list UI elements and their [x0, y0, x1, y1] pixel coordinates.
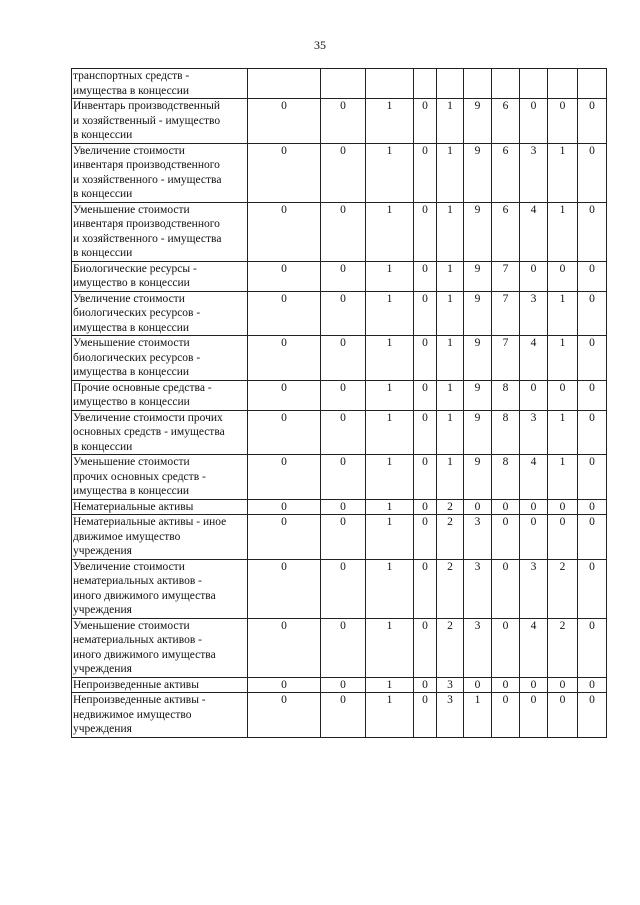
code-digit-cell: 1 — [366, 499, 414, 515]
account-name-line: прочих основных средств - — [73, 470, 206, 483]
table-row — [72, 69, 607, 99]
code-digit-cell: 0 — [578, 291, 607, 336]
code-digit-cell: 0 — [548, 99, 578, 144]
code-digit-cell: 0 — [548, 499, 578, 515]
code-digit-cell: 1 — [366, 336, 414, 381]
code-digit-cell: 1 — [437, 455, 464, 500]
account-name-line: инвентаря производственного — [73, 159, 220, 171]
account-name-line: в концессии — [73, 440, 133, 453]
code-digit-cell: 0 — [248, 202, 321, 261]
code-digit-cell: 0 — [548, 261, 578, 291]
code-digit-cell — [578, 69, 607, 99]
code-digit-cell: 0 — [520, 693, 548, 738]
code-digit-cell: 8 — [492, 380, 520, 410]
account-name-line: учреждения — [73, 545, 132, 557]
code-digit-cell — [520, 69, 548, 99]
code-digit-cell: 0 — [414, 499, 437, 515]
account-name-cell — [72, 618, 248, 677]
code-digit-cell: 1 — [437, 380, 464, 410]
account-name-line: иного движимого имущества — [73, 648, 216, 661]
code-digit-cell: 3 — [464, 559, 492, 618]
table-row — [72, 336, 607, 381]
code-digit-cell: 0 — [321, 202, 366, 261]
account-name-line: Непроизведенные активы - — [73, 694, 206, 706]
account-name-cell — [72, 336, 248, 381]
code-digit-cell: 1 — [366, 677, 414, 693]
code-digit-cell: 0 — [321, 455, 366, 500]
account-name-line: и хозяйственный - имущество — [73, 114, 221, 127]
code-digit-cell: 7 — [492, 261, 520, 291]
code-digit-cell: 0 — [248, 99, 321, 144]
code-digit-cell: 0 — [321, 693, 366, 738]
code-digit-cell: 6 — [492, 202, 520, 261]
account-name-cell — [72, 515, 248, 560]
account-name-line: Прочие основные средства - — [73, 381, 212, 394]
code-digit-cell: 0 — [520, 380, 548, 410]
code-digit-cell: 8 — [492, 410, 520, 455]
account-name-line: Уменьшение стоимости — [73, 619, 190, 632]
code-digit-cell: 0 — [578, 618, 607, 677]
code-digit-cell: 1 — [548, 410, 578, 455]
account-name-line: учреждения — [73, 604, 132, 616]
code-digit-cell: 9 — [464, 336, 492, 381]
code-digit-cell: 2 — [437, 499, 464, 515]
code-digit-cell: 0 — [248, 618, 321, 677]
account-name-line: Уменьшение стоимости — [73, 203, 190, 216]
code-digit-cell: 2 — [437, 515, 464, 560]
account-name-line: имущества в концессии — [73, 321, 190, 334]
code-digit-cell: 1 — [464, 693, 492, 738]
code-digit-cell: 2 — [437, 559, 464, 618]
code-digit-cell: 1 — [366, 99, 414, 144]
code-digit-cell: 9 — [464, 202, 492, 261]
code-digit-cell: 1 — [548, 455, 578, 500]
account-name-cell — [72, 291, 248, 336]
code-digit-cell: 0 — [414, 291, 437, 336]
code-digit-cell: 3 — [520, 143, 548, 202]
account-name-cell — [72, 202, 248, 261]
account-name-line: биологических ресурсов - — [73, 307, 201, 319]
account-name-line: Увеличение стоимости — [73, 144, 185, 157]
code-digit-cell: 0 — [414, 677, 437, 693]
account-name-line: Уменьшение стоимости — [73, 456, 190, 468]
code-digit-cell: 0 — [520, 499, 548, 515]
accounts-table — [71, 68, 607, 738]
code-digit-cell: 1 — [548, 336, 578, 381]
code-digit-cell: 0 — [578, 143, 607, 202]
account-name-cell — [72, 99, 248, 144]
account-name-cell — [72, 410, 248, 455]
account-name-line: имущество в концессии — [73, 396, 190, 408]
code-digit-cell: 0 — [414, 202, 437, 261]
account-name-cell — [72, 677, 248, 693]
code-digit-cell: 0 — [414, 143, 437, 202]
code-digit-cell: 3 — [464, 618, 492, 677]
code-digit-cell: 9 — [464, 291, 492, 336]
account-name-line: недвижимое имущество — [73, 708, 192, 721]
code-digit-cell: 0 — [548, 515, 578, 560]
table-row — [72, 202, 607, 261]
code-digit-cell: 0 — [578, 515, 607, 560]
code-digit-cell: 0 — [492, 515, 520, 560]
code-digit-cell: 0 — [248, 559, 321, 618]
code-digit-cell: 0 — [248, 515, 321, 560]
code-digit-cell: 0 — [414, 410, 437, 455]
code-digit-cell: 1 — [437, 261, 464, 291]
code-digit-cell: 3 — [464, 515, 492, 560]
account-name-line: Уменьшение стоимости — [73, 337, 190, 349]
code-digit-cell: 1 — [548, 143, 578, 202]
code-digit-cell: 1 — [437, 99, 464, 144]
code-digit-cell: 0 — [548, 693, 578, 738]
code-digit-cell: 0 — [321, 618, 366, 677]
table-row — [72, 618, 607, 677]
table-row — [72, 143, 607, 202]
code-digit-cell: 0 — [520, 99, 548, 144]
account-name-cell — [72, 499, 248, 515]
code-digit-cell: 7 — [492, 291, 520, 336]
code-digit-cell: 0 — [492, 618, 520, 677]
code-digit-cell: 1 — [366, 143, 414, 202]
account-name-line: нематериальных активов - — [73, 575, 202, 587]
code-digit-cell: 0 — [321, 380, 366, 410]
account-name-line: инвентаря производственного — [73, 218, 220, 230]
code-digit-cell: 1 — [366, 202, 414, 261]
code-digit-cell: 1 — [366, 618, 414, 677]
table-row — [72, 559, 607, 618]
account-name-line: транспортных средств - — [73, 70, 190, 82]
table-row — [72, 693, 607, 738]
code-digit-cell: 0 — [578, 261, 607, 291]
code-digit-cell: 0 — [248, 143, 321, 202]
code-digit-cell: 0 — [414, 515, 437, 560]
account-name-line: Биологические ресурсы - — [73, 262, 197, 275]
code-digit-cell: 0 — [321, 515, 366, 560]
code-digit-cell: 9 — [464, 410, 492, 455]
code-digit-cell: 2 — [548, 618, 578, 677]
account-name-line: основных средств - имущества — [73, 426, 225, 438]
code-digit-cell: 0 — [321, 291, 366, 336]
table-row — [72, 515, 607, 560]
code-digit-cell: 0 — [321, 410, 366, 455]
account-name-line: в концессии — [73, 188, 133, 200]
code-digit-cell: 1 — [366, 515, 414, 560]
code-digit-cell: 0 — [414, 380, 437, 410]
code-digit-cell: 1 — [437, 202, 464, 261]
code-digit-cell: 0 — [321, 261, 366, 291]
code-digit-cell: 0 — [520, 515, 548, 560]
account-name-cell — [72, 143, 248, 202]
code-digit-cell: 0 — [248, 677, 321, 693]
code-digit-cell: 0 — [492, 677, 520, 693]
code-digit-cell: 0 — [248, 291, 321, 336]
account-name-line: иного движимого имущества — [73, 589, 216, 602]
code-digit-cell: 0 — [321, 499, 366, 515]
page-number: 35 — [314, 38, 326, 52]
code-digit-cell: 4 — [520, 618, 548, 677]
account-name-line: Увеличение стоимости прочих — [73, 411, 223, 424]
code-digit-cell: 1 — [366, 693, 414, 738]
code-digit-cell: 0 — [321, 336, 366, 381]
account-name-cell — [72, 69, 248, 99]
code-digit-cell: 0 — [492, 499, 520, 515]
table-row — [72, 99, 607, 144]
table-row — [72, 499, 607, 515]
code-digit-cell: 4 — [520, 455, 548, 500]
code-digit-cell: 7 — [492, 336, 520, 381]
code-digit-cell: 0 — [520, 261, 548, 291]
code-digit-cell: 0 — [321, 143, 366, 202]
code-digit-cell: 0 — [578, 99, 607, 144]
account-name-line: имущества в концессии — [73, 485, 190, 497]
account-name-line: Инвентарь производственный — [73, 100, 220, 112]
code-digit-cell: 9 — [464, 380, 492, 410]
account-name-line: в концессии — [73, 247, 133, 259]
account-name-line: учреждения — [73, 663, 132, 675]
code-digit-cell: 1 — [548, 291, 578, 336]
code-digit-cell — [248, 69, 321, 99]
code-digit-cell: 0 — [492, 559, 520, 618]
account-name-line: имущества в концессии — [73, 366, 190, 378]
account-name-cell — [72, 559, 248, 618]
code-digit-cell: 0 — [248, 693, 321, 738]
code-digit-cell: 1 — [437, 143, 464, 202]
code-digit-cell — [414, 69, 437, 99]
code-digit-cell — [366, 69, 414, 99]
code-digit-cell: 0 — [414, 336, 437, 381]
account-name-cell — [72, 693, 248, 738]
account-name-line: Увеличение стоимости — [73, 292, 185, 305]
code-digit-cell: 2 — [437, 618, 464, 677]
code-digit-cell: 0 — [414, 618, 437, 677]
table-row — [72, 410, 607, 455]
code-digit-cell: 1 — [437, 410, 464, 455]
code-digit-cell: 3 — [437, 693, 464, 738]
code-digit-cell: 3 — [437, 677, 464, 693]
code-digit-cell: 0 — [578, 455, 607, 500]
code-digit-cell: 3 — [520, 410, 548, 455]
account-name-line: имущества в концессии — [73, 84, 190, 97]
code-digit-cell: 3 — [520, 559, 548, 618]
account-name-line: Нематериальные активы — [73, 500, 194, 513]
code-digit-cell: 4 — [520, 202, 548, 261]
code-digit-cell: 1 — [366, 261, 414, 291]
code-digit-cell: 0 — [464, 677, 492, 693]
code-digit-cell: 0 — [578, 677, 607, 693]
code-digit-cell: 1 — [437, 291, 464, 336]
table-row — [72, 380, 607, 410]
account-name-line: биологических ресурсов - — [73, 351, 201, 364]
code-digit-cell: 1 — [437, 336, 464, 381]
code-digit-cell: 0 — [248, 380, 321, 410]
table-row — [72, 455, 607, 500]
code-digit-cell: 0 — [321, 99, 366, 144]
code-digit-cell: 3 — [520, 291, 548, 336]
code-digit-cell — [321, 69, 366, 99]
account-name-line: Увеличение стоимости — [73, 560, 185, 573]
code-digit-cell: 9 — [464, 261, 492, 291]
account-name-cell — [72, 380, 248, 410]
code-digit-cell: 0 — [578, 202, 607, 261]
code-digit-cell: 0 — [414, 455, 437, 500]
code-digit-cell: 0 — [520, 677, 548, 693]
code-digit-cell: 9 — [464, 455, 492, 500]
code-digit-cell — [548, 69, 578, 99]
account-name-line: и хозяйственного - имущества — [73, 173, 222, 186]
code-digit-cell: 0 — [492, 693, 520, 738]
code-digit-cell: 1 — [366, 291, 414, 336]
code-digit-cell: 0 — [578, 380, 607, 410]
code-digit-cell: 0 — [414, 559, 437, 618]
account-name-cell — [72, 261, 248, 291]
code-digit-cell: 0 — [548, 380, 578, 410]
account-name-line: движимое имущество — [73, 530, 181, 543]
account-name-line: Непроизведенные активы — [73, 678, 199, 691]
code-digit-cell: 0 — [321, 677, 366, 693]
code-digit-cell — [492, 69, 520, 99]
code-digit-cell: 1 — [366, 380, 414, 410]
table-row — [72, 677, 607, 693]
code-digit-cell: 0 — [578, 410, 607, 455]
code-digit-cell: 1 — [366, 559, 414, 618]
code-digit-cell: 0 — [248, 499, 321, 515]
account-name-line: нематериальных активов - — [73, 634, 202, 646]
code-digit-cell: 1 — [548, 202, 578, 261]
code-digit-cell: 4 — [520, 336, 548, 381]
code-digit-cell: 0 — [578, 336, 607, 381]
code-digit-cell: 0 — [248, 261, 321, 291]
code-digit-cell: 0 — [578, 693, 607, 738]
code-digit-cell: 0 — [414, 693, 437, 738]
code-digit-cell: 2 — [548, 559, 578, 618]
table-row — [72, 261, 607, 291]
code-digit-cell: 1 — [366, 455, 414, 500]
code-digit-cell: 0 — [414, 261, 437, 291]
account-name-line: в концессии — [73, 129, 133, 141]
code-digit-cell — [464, 69, 492, 99]
code-digit-cell: 6 — [492, 143, 520, 202]
code-digit-cell: 0 — [464, 499, 492, 515]
account-name-cell — [72, 455, 248, 500]
table-row — [72, 291, 607, 336]
table-body — [72, 69, 607, 738]
code-digit-cell: 0 — [321, 559, 366, 618]
code-digit-cell — [437, 69, 464, 99]
code-digit-cell: 9 — [464, 143, 492, 202]
code-digit-cell: 1 — [366, 410, 414, 455]
code-digit-cell: 0 — [248, 336, 321, 381]
account-name-line: имущество в концессии — [73, 277, 190, 289]
code-digit-cell: 0 — [248, 455, 321, 500]
code-digit-cell: 0 — [578, 559, 607, 618]
code-digit-cell: 6 — [492, 99, 520, 144]
account-name-line: учреждения — [73, 723, 132, 735]
code-digit-cell: 9 — [464, 99, 492, 144]
code-digit-cell: 0 — [414, 99, 437, 144]
code-digit-cell: 0 — [548, 677, 578, 693]
code-digit-cell: 0 — [248, 410, 321, 455]
code-digit-cell: 0 — [578, 499, 607, 515]
account-name-line: и хозяйственного - имущества — [73, 232, 222, 245]
code-digit-cell: 8 — [492, 455, 520, 500]
account-name-line: Нематериальные активы - иное — [73, 516, 227, 528]
